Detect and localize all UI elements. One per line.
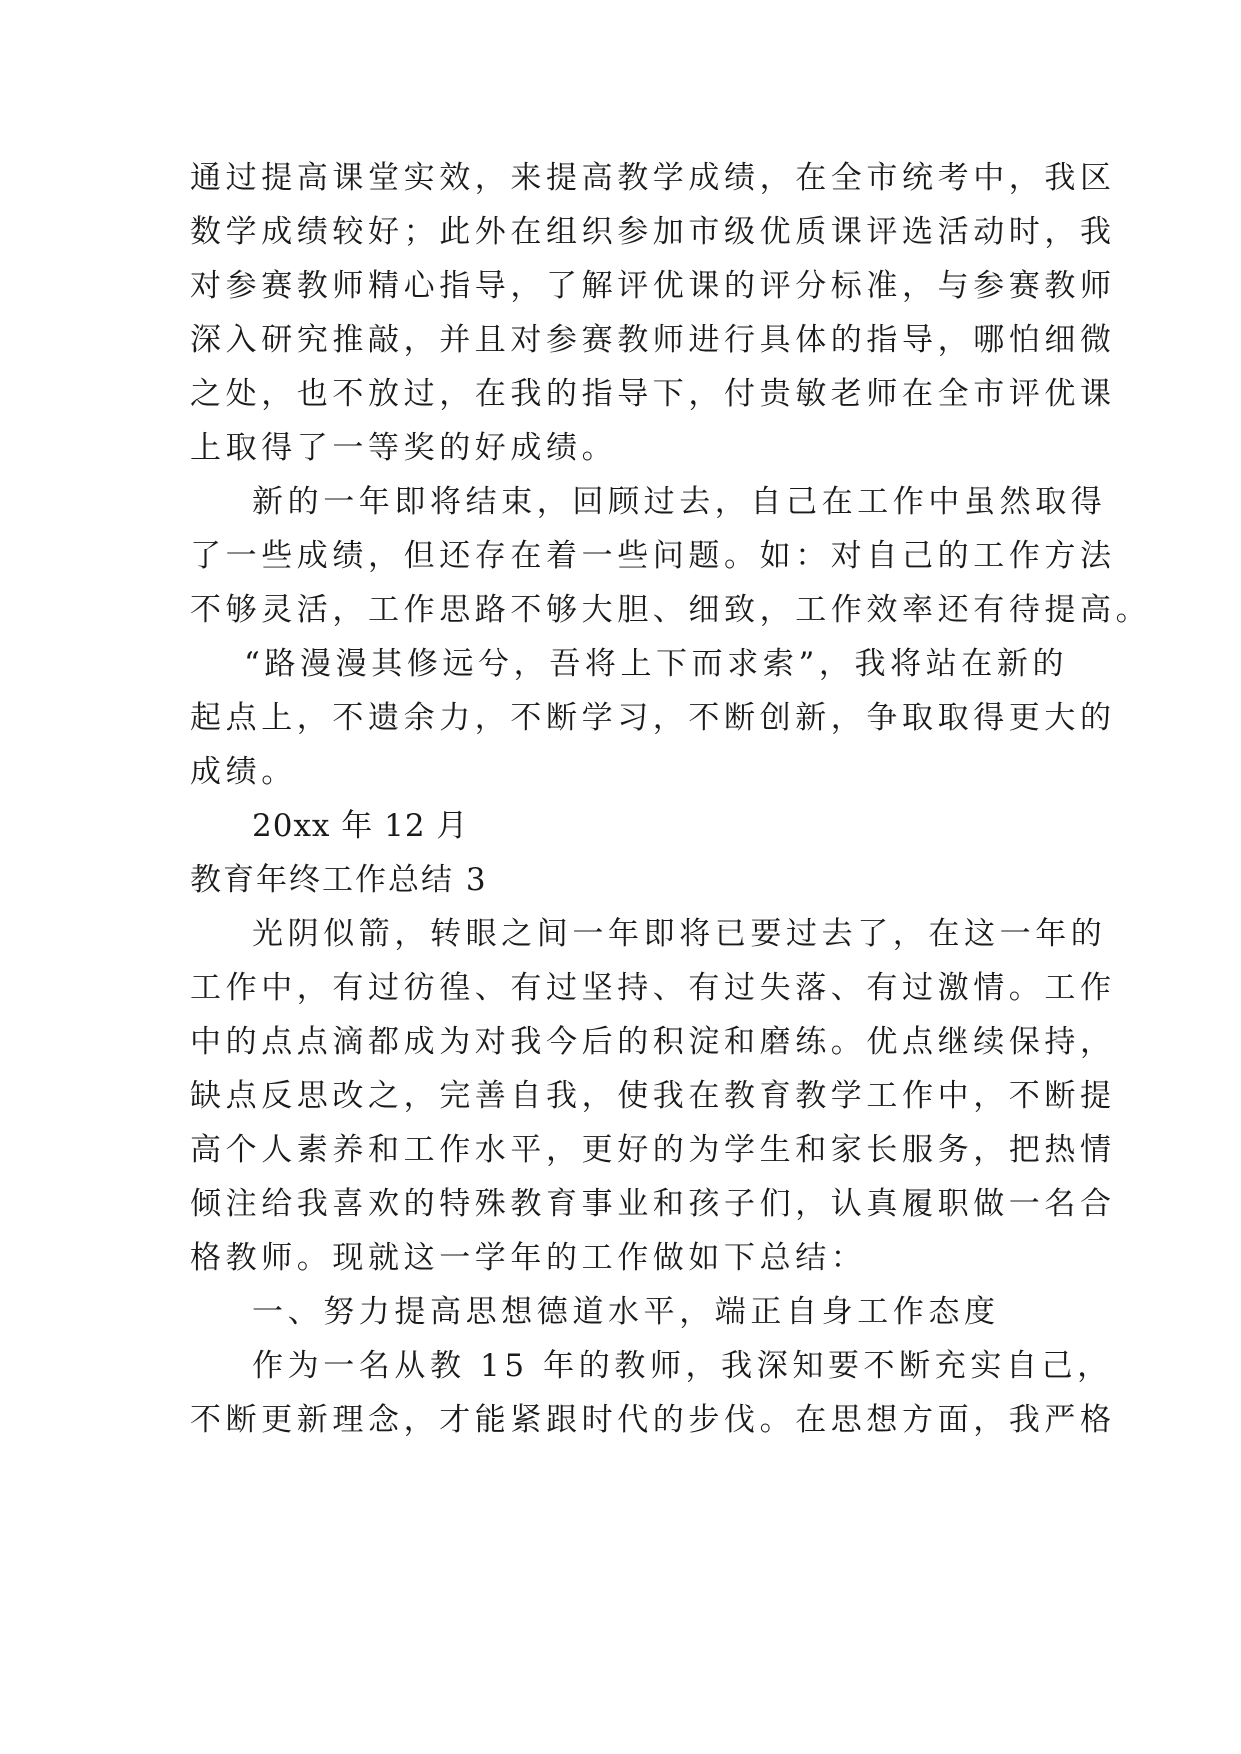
- body-text-line: 通过提高课堂实效，来提高教学成绩，在全市统考中，我区: [190, 160, 1116, 196]
- date-line: 20xx 年 12 月: [252, 808, 469, 844]
- body-text-line: 工作中，有过彷徨、有过坚持、有过失落、有过激情。工作: [190, 970, 1116, 1006]
- section-title: 教育年终工作总结 3: [190, 862, 488, 898]
- quote-paragraph-start-line: “路漫漫其修远兮，吾将上下而求索”，我将站在新的: [244, 646, 1069, 682]
- body-text-line: 格教师。现就这一学年的工作做如下总结：: [190, 1240, 867, 1276]
- body-text-line: 不断更新理念，才能紧跟时代的步伐。在思想方面，我严格: [190, 1402, 1116, 1438]
- body-text-line: 了一些成绩，但还存在着一些问题。如：对自己的工作方法: [190, 538, 1116, 574]
- body-text-line: 之处，也不放过，在我的指导下，付贵敏老师在全市评优课: [190, 376, 1116, 412]
- body-text-line: 缺点反思改之，完善自我，使我在教育教学工作中，不断提: [190, 1078, 1116, 1114]
- body-text-line: 起点上，不遗余力，不断学习，不断创新，争取取得更大的: [190, 700, 1116, 736]
- body-text-line: 数学成绩较好；此外在组织参加市级优质课评选活动时，我: [190, 214, 1116, 250]
- paragraph-start-line: 作为一名从教 15 年的教师，我深知要不断充实自己，: [252, 1348, 1113, 1384]
- subheading-line: 一、努力提高思想德道水平，端正自身工作态度: [252, 1294, 1000, 1330]
- body-text-line: 深入研究推敲，并且对参赛教师进行具体的指导，哪怕细微: [190, 322, 1116, 358]
- body-text-line: 成绩。: [190, 754, 297, 790]
- body-text-line: 倾注给我喜欢的特殊教育事业和孩子们，认真履职做一名合: [190, 1186, 1116, 1222]
- body-text-line: 对参赛教师精心指导，了解评优课的评分标准，与参赛教师: [190, 268, 1116, 304]
- body-text-line: 不够灵活，工作思路不够大胆、细致，工作效率还有待提高。: [190, 592, 1152, 628]
- body-text-line: 中的点点滴都成为对我今后的积淀和磨练。优点继续保持，: [190, 1024, 1116, 1060]
- paragraph-start-line: 光阴似箭，转眼之间一年即将已要过去了，在这一年的: [252, 916, 1107, 952]
- body-text-line: 高个人素养和工作水平，更好的为学生和家长服务，把热情: [190, 1132, 1116, 1168]
- paragraph-start-line: 新的一年即将结束，回顾过去，自己在工作中虽然取得: [252, 484, 1107, 520]
- body-text-line: 上取得了一等奖的好成绩。: [190, 430, 618, 466]
